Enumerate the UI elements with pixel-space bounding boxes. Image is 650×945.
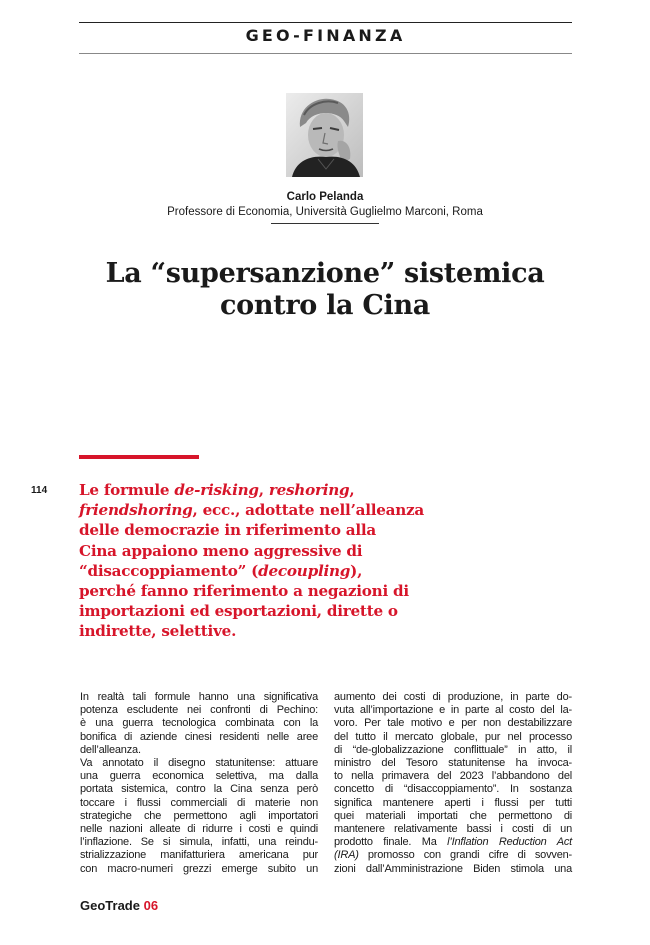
body-column-right (334, 691, 572, 876)
text-run: ), (350, 561, 363, 580)
author-photo (286, 93, 363, 177)
body-line (334, 849, 572, 862)
body-line (80, 810, 318, 823)
text-run: mantenere relativamente bassi i costi di un (334, 823, 572, 836)
text-run: significa mantenere aperti i flussi per tutti (334, 796, 572, 809)
author-role: Professore di Economia, Università Guglielmo Marconi, Roma (167, 206, 483, 218)
text-run: , ecc., adottate nell’alleanza (192, 501, 424, 520)
author-name: Carlo Pelanda (286, 191, 364, 203)
lead-line (79, 480, 451, 500)
text-run: quei materiali importati che permettono di (334, 809, 572, 822)
header-bottom-rule (79, 53, 572, 54)
text-run: è una guerra tecnologica combinata con la (80, 717, 318, 730)
italic-term: reshoring (268, 481, 350, 499)
text-run: strializzazione manifatturiera americana pur (80, 849, 318, 862)
body-line (80, 783, 318, 796)
body-line (80, 770, 318, 783)
body-column-left (80, 691, 318, 876)
author-underline (271, 223, 379, 224)
article-title (60, 258, 590, 322)
lead-line (79, 520, 451, 540)
body-line (80, 849, 318, 862)
text-run: prodotto finale. Ma (334, 836, 448, 849)
text-run: indirette, selettive. (79, 622, 237, 641)
text-run: portata sistemica, contro la Cina senza però (80, 783, 318, 796)
text-run: ministro del Tesoro statunitense ha invoca- (334, 757, 572, 770)
text-run: perché fanno riferimento a negazioni di (79, 582, 409, 601)
body-line (334, 704, 572, 717)
footer-brand-name: GeoTrade (80, 898, 140, 913)
body-line (334, 810, 572, 823)
body-line (334, 863, 572, 876)
lead-line (79, 500, 451, 520)
body-line (80, 823, 318, 836)
body-line (80, 744, 318, 757)
lead-line (79, 621, 451, 641)
body-line (334, 757, 572, 770)
body-line (80, 836, 318, 849)
italic-term: l’Inflation Reduction Act (447, 836, 572, 849)
text-run: aumento dei costi di produzione, in parte do- (334, 691, 572, 703)
body-line (334, 770, 572, 783)
italic-term: friendshoring (79, 501, 193, 520)
body-line (80, 691, 318, 704)
text-run: Va annotato il disegno statunitense: attuare (80, 757, 318, 770)
text-run: toccare i flussi commerciali di materie non (80, 796, 318, 809)
lead-line (79, 561, 451, 581)
text-run: to nella primavera del 2023 l’abbandono del (334, 770, 572, 783)
body-line (334, 823, 572, 836)
body-line (334, 797, 572, 810)
text-run: bonifica di aziende cinesi residenti nelle aree (80, 730, 318, 743)
text-run: voro. Per tale motivo e per non destabilizzare (334, 717, 572, 730)
text-run: di “de-globalizzazione conflittuale” in atto, il (334, 743, 572, 756)
text-run: , (258, 481, 269, 499)
article-title-line: La “supersanzione” sistemica (105, 258, 545, 289)
body-line (80, 731, 318, 744)
text-run: strategiche che permettono agli importatori (80, 809, 318, 822)
body-line (334, 744, 572, 757)
text-run: zioni dall’Amministrazione Biden stimola una (334, 862, 572, 875)
italic-term: decoupling (258, 561, 351, 580)
footer-issue-number: 06 (143, 898, 159, 913)
text-run: dell’alleanza. (80, 743, 141, 756)
body-line (334, 783, 572, 796)
text-run: , (349, 481, 355, 499)
text-run: nelle nazioni alleate di ridurre i costi e quindi (80, 823, 318, 836)
article-title-line: contro la Cina (219, 290, 430, 321)
text-run: Cina appaiono meno aggressive di (79, 541, 363, 560)
body-line (80, 797, 318, 810)
text-run: In realtà tali formule hanno una significativa (80, 691, 318, 703)
body-line (80, 704, 318, 717)
lead-paragraph (79, 480, 451, 642)
text-run: Le formule (79, 481, 175, 499)
body-line (334, 717, 572, 730)
body-line (80, 717, 318, 730)
text-run: “disaccoppiamento” ( (79, 561, 259, 580)
text-run: vuta all’importazione e in parte al costo del la- (334, 704, 572, 717)
lead-accent-bar (79, 455, 199, 459)
text-run: potenza escludente nei confronti di Pechino: (80, 704, 318, 717)
header-top-rule (79, 22, 572, 23)
body-line (334, 691, 572, 704)
text-run: del tutto il mercato globale, pur nel processo (334, 730, 572, 743)
text-run: l’inflazione. Se si simula, infatti, una reindu- (80, 836, 318, 849)
text-run: promosso con grandi cifre di sovven- (358, 849, 572, 862)
page-number: 114 (31, 485, 48, 496)
body-line (334, 836, 572, 849)
body-line (80, 757, 318, 770)
section-title: GEO-FINANZA (245, 26, 406, 45)
lead-line (79, 541, 451, 561)
text-run: concetto di “disaccoppiamento”. In sostanza (334, 783, 572, 796)
body-line (334, 731, 572, 744)
body-line (80, 863, 318, 876)
footer-brand (80, 898, 158, 913)
italic-term: (IRA) (334, 849, 359, 862)
text-run: una guerra economica selettiva, ma dalla (80, 770, 318, 783)
text-run: con macro-numeri grezzi emerge subito un (80, 862, 318, 875)
italic-term: de-risking (174, 481, 259, 499)
lead-line (79, 601, 451, 621)
text-run: delle democrazie in riferimento alla (79, 521, 376, 540)
lead-line (79, 581, 451, 601)
text-run: importazioni ed esportazioni, dirette o (79, 602, 398, 621)
